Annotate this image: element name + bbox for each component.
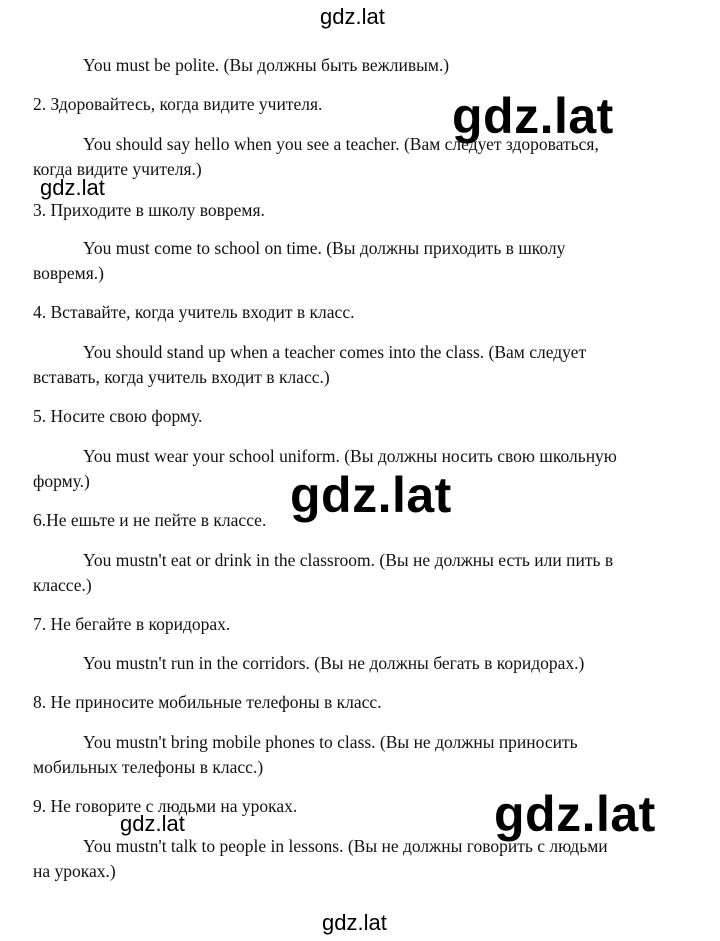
answer-line: форму.) <box>33 471 90 491</box>
task-line: 8. Не приносите мобильные телефоны в класс. <box>33 692 382 712</box>
watermark-top: gdz.lat <box>320 4 385 29</box>
answer-line: мобильных телефоны в класс.) <box>33 757 264 777</box>
answer-line: классе.) <box>33 575 92 595</box>
answer-line: You must be polite. (Вы должны быть вежливым.) <box>83 55 450 75</box>
watermark-big: gdz.lat <box>452 88 614 144</box>
watermark-small: gdz.lat <box>120 811 185 836</box>
answer-line: You should stand up when a teacher comes into the class. (Вам следует <box>83 342 587 362</box>
answer-line: You must wear your school uniform. (Вы должны носить свою школьную <box>83 446 617 466</box>
answer-line: You must come to school on time. (Вы должны приходить в школу <box>83 238 566 258</box>
watermark-big: gdz.lat <box>290 467 452 523</box>
task-line: 4. Вставайте, когда учитель входит в класс. <box>33 302 355 322</box>
answer-line: You should say hello when you see a teacher. (Вам следует здороваться, <box>83 134 599 154</box>
answer-line: на уроках.) <box>33 861 116 881</box>
answer-line: вставать, когда учитель входит в класс.) <box>33 367 330 387</box>
answer-line: вовремя.) <box>33 263 104 283</box>
task-line: 5. Носите свою форму. <box>33 406 203 426</box>
answer-line: You mustn't eat or drink in the classroom. (Вы не должны есть или пить в <box>83 550 614 570</box>
answer-line: когда видите учителя.) <box>33 159 202 179</box>
answer-line: You mustn't talk to people in lessons. (Вы не должны говорить с людьми <box>83 836 608 856</box>
watermark-bottom: gdz.lat <box>322 910 387 935</box>
answer-line: You mustn't bring mobile phones to class. (Вы не должны приносить <box>83 732 578 752</box>
answer-line: You mustn't run in the corridors. (Вы не должны бегать в коридорах.) <box>83 653 585 673</box>
task-line: 7. Не бегайте в коридорах. <box>33 614 231 634</box>
task-line: 9. Не говорите с людьми на уроках. <box>33 796 298 816</box>
task-line: 6.Не ешьте и не пейте в классе. <box>33 510 267 530</box>
task-line: 3. Приходите в школу вовремя. <box>33 200 265 220</box>
watermark-small: gdz.lat <box>40 175 105 200</box>
task-line: 2. Здоровайтесь, когда видите учителя. <box>33 94 323 114</box>
watermark-big: gdz.lat <box>494 786 656 842</box>
